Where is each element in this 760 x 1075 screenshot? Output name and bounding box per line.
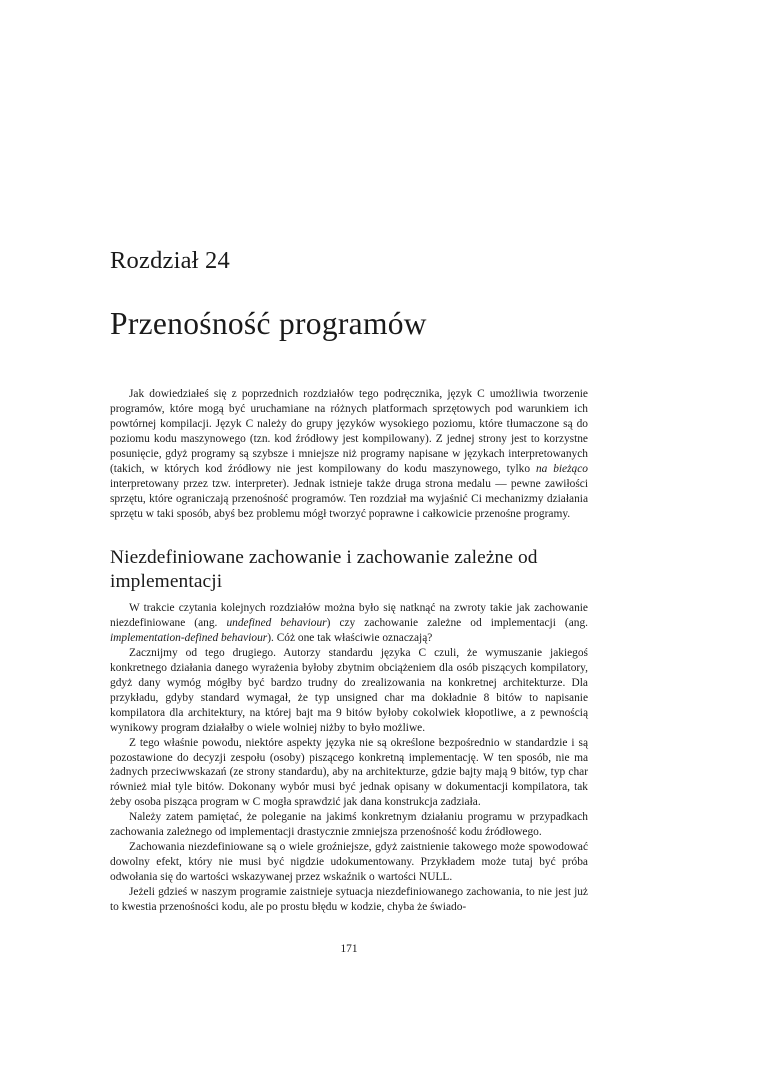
- page-number: 171: [340, 943, 358, 955]
- section-heading: Niezdefiniowane zachowanie i zachowanie zależne od implementacji: [110, 547, 538, 592]
- italic-term: undefined behaviour: [226, 616, 327, 629]
- document-page: [110, 0, 588, 1075]
- italic-phrase: na bieżąco: [535, 462, 588, 475]
- paragraph-2: Zacznijmy od tego drugiego. Autorzy standardu języka C czuli, że wymuszanie jakiegoś konkretnego działania danego wyrażenia byłoby zbytnim obciążeniem dla osób piszących kompilatory, gdyż dany wymóg mógłby być bardzo trudny do zrealizowania na konkretnej architekturze. Dla przykładu, gdyby standard wymagał, że typ unsigned char ma dokładnie 8 bitów to napisanie kompilatora dla architektury, na której bajt ma 9 bitów byłoby cokolwiek kłopotliwe, a z pewnością wynikowy program działałby o wiele wolniej niżby to było możliwe.: [110, 646, 588, 734]
- intro-paragraph: Jak dowiedziałeś się z poprzednich rozdziałów tego podręcznika, język C umożliwia tworzenie programów, które mogą być uruchamiane na różnych platformach sprzętowych pod warunkiem ich powtórnej kompilacji. Język C należy do grupy języków wysokiego poziomu, które tłumaczone są do poziomu kodu maszynowego (tzn. kod źródłowy jest kompilowany). Z jednej strony jest to korzystne posunięcie, gdyż programy są szybsze i mniejsze niż programy napisane w językach interpretowanych (takich, w których kod źródłowy nie jest kompilowany do kodu maszynowego, tylko na bieżąco interpretowany przez tzw. interpreter). Jednak istnieje także druga strona medalu — pewne zawiłości sprzętu, które ograniczają przenośność programów. Ten rozdział ma wyjaśnić Ci mechanizmy działania sprzętu w taki sposób, abyś bez problemu mógł tworzyć poprawne i całkowicie przenośne programy.: [110, 388, 588, 520]
- paragraph-4: Należy zatem pamiętać, że poleganie na jakimś konkretnym działaniu programu w przypadkach zachowania zależnego od implementacji drastycznie zmniejsza przenośność kodu źródłowego.: [110, 811, 588, 839]
- paragraph-1: W trakcie czytania kolejnych rozdziałów można było się natknąć na zwroty takie jak zachowanie niezdefiniowane (ang. undefined behaviour) czy zachowanie zależne od implementacji (ang. implementation-defined behaviour). Cóż one tak właściwie oznaczają?: [110, 602, 589, 644]
- section-body: [110, 601, 588, 915]
- chapter-label: Rozdział 24: [110, 247, 230, 274]
- chapter-title: Przenośność programów: [110, 306, 427, 341]
- intro-text: [110, 387, 588, 522]
- paragraph-6: Jeżeli gdzieś w naszym programie zaistnieje sytuacja niezdefiniowanego zachowania, to nie jest już to kwestia przenośności kodu, ale po prostu błędu w kodzie, chyba że świado-: [110, 886, 588, 914]
- italic-term: implementation-defined behaviour: [110, 631, 268, 644]
- paragraph-3: Z tego właśnie powodu, niektóre aspekty języka nie są określone bezpośrednio w standardzie i są pozostawione do decyzji zespołu (osoby) piszącego konkretną implementację. W ten sposób, nie ma żadnych przeciwwskazań (ze strony standardu), aby na architekturze, gdzie bajty mają 9 bitów, typ char również miał tyle bitów. Dokonany wybór musi być jednak opisany w dokumentacji kompilatora, tak żeby osoba pisząca program w C mogła sprawdzić jak dana konstrukcja zadziała.: [110, 736, 588, 809]
- paragraph-5: Zachowania niezdefiniowane są o wiele groźniejsze, gdyż zaistnienie takowego może spowodować dowolny efekt, który nie musi być nigdzie udokumentowany. Przykładem może tutaj być próba odwołania się do wartości wskazywanej przez wskaźnik o wartości NULL.: [110, 841, 588, 884]
